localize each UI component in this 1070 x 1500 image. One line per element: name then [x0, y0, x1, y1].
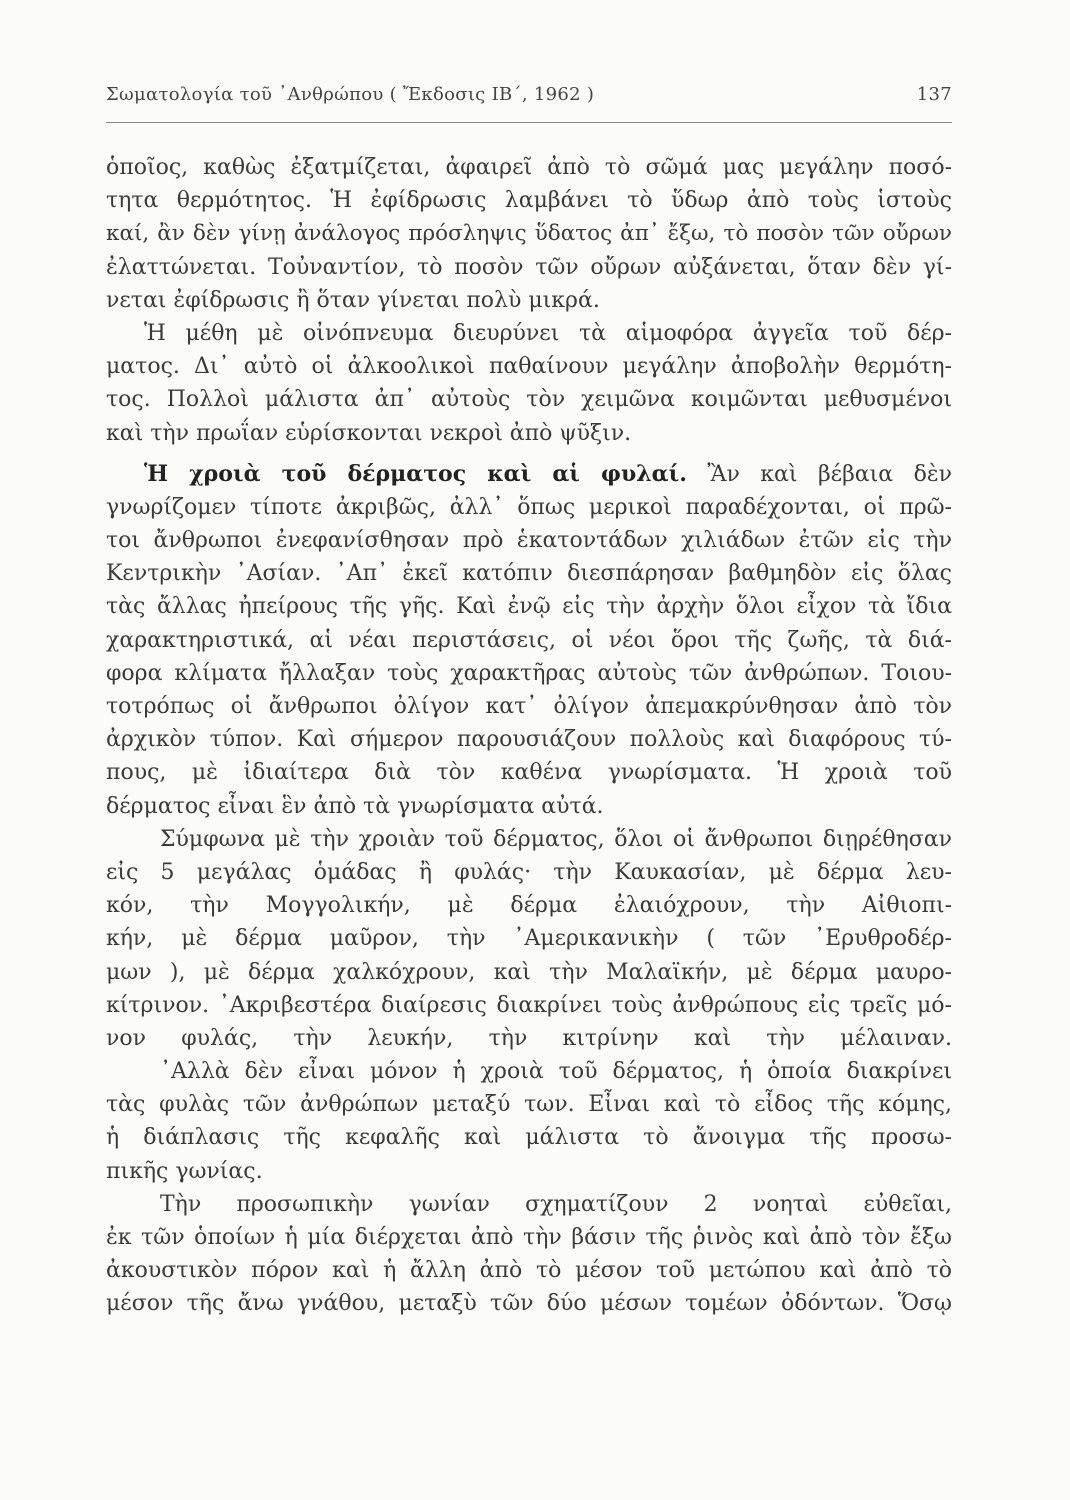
header-rule	[106, 122, 952, 123]
text-line: τοι ἄνθρωποι ἐνεφανίσθησαν πρὸ ἑκατοντάδων χιλιάδων ἐτῶν εἰς τὴν	[106, 528, 952, 554]
text-line: Σύμφωνα μὲ τὴν χροιὰν τοῦ δέρματος, ὅλοι οἱ ἄνθρωποι διῃρέθησαν	[160, 826, 952, 852]
text-line: μέσον τῆς ἄνω γνάθου, μεταξὺ τῶν δύο μέσων τομέων ὀδόντων. Ὅσῳ	[106, 1291, 952, 1317]
page-body	[106, 151, 952, 1321]
section-first-text: Ἂν καὶ βέβαια δὲν	[707, 461, 952, 487]
running-header	[106, 84, 952, 116]
text-line: τὰς φυλὰς τῶν ἀνθρώπων μεταξύ των. Εἶναι καὶ τὸ εἶδος τῆς κόμης,	[106, 1092, 952, 1118]
text-line: πους, μὲ ἰδιαίτερα διὰ τὸν καθένα γνωρίσματα. Ἡ χροιὰ τοῦ	[106, 760, 952, 786]
text-line: μων ), μὲ δέρμα χαλκόχρουν, καὶ τὴν Μαλαϊκήν, μὲ δέρμα μαυρο-	[106, 959, 952, 985]
text-line: Ἡ μέθη μὲ οἰνόπνευμα διευρύνει τὰ αἱμοφόρα ἀγγεῖα τοῦ δέρ-	[144, 320, 952, 346]
text-line: πικῆς γωνίας.	[106, 1158, 263, 1184]
text-line: τος. Πολλοὶ μάλιστα ἀπ᾽ αὐτοὺς τὸν χειμῶνα κοιμῶνται μεθυσμένοι	[106, 387, 952, 413]
text-line: τητα θερμότητος. Ἡ ἐφίδρωσις λαμβάνει τὸ ὕδωρ ἀπὸ τοὺς ἱστοὺς	[106, 188, 952, 214]
header-title: Σωματολογία τοῦ ᾽Ανθρώπου ( Ἔκδοσις ΙΒ΄, 1962 )	[106, 84, 595, 105]
text-line: ἡ διάπλασις τῆς κεφαλῆς καὶ μάλιστα τὸ ἄνοιγμα τῆς προσω-	[106, 1125, 952, 1151]
text-line: νον φυλάς, τὴν λευκήν, τὴν κιτρίνην καὶ τὴν μέλαιναν.	[106, 1025, 952, 1051]
text-line: Κεντρικὴν ᾽Ασίαν. ᾽Απ᾽ ἐκεῖ κατόπιν διεσπάρησαν βαθμηδὸν εἰς ὅλας	[106, 561, 952, 587]
text-line: ᾽Αλλὰ δὲν εἶναι μόνον ἡ χροιὰ τοῦ δέρματος, ἡ ὁποία διακρίνει	[160, 1059, 952, 1085]
page-number: 137	[916, 84, 952, 105]
text-line: Τὴν προσωπικὴν γωνίαν σχηματίζουν 2 νοηταὶ εὐθεῖαι,	[160, 1191, 952, 1217]
text-line: καί, ἂν δὲν γίνῃ ἀνάλογος πρόσληψις ὕδατος ἀπ᾽ ἔξω, τὸ ποσὸν τῶν οὔρων	[106, 221, 952, 247]
text-line: γνωρίζομεν τίποτε ἀκριβῶς, ἀλλ᾽ ὅπως μερικοὶ παραδέχονται, οἱ πρῶ-	[106, 494, 952, 520]
text-line: ὁποῖος, καθὼς ἐξατμίζεται, ἀφαιρεῖ ἀπὸ τὸ σῶμά μας μεγάλην ποσό-	[106, 155, 952, 180]
text-line: ματος. Δι᾽ αὐτὸ οἱ ἀλκοολικοὶ παθαίνουν μεγάλην ἀποβολὴν θερμότη-	[106, 354, 952, 380]
text-line: ἐλαττώνεται. Τοὐναντίον, τὸ ποσὸν τῶν οὔρων αὐξάνεται, ὅταν δὲν γί-	[106, 254, 952, 280]
text-line: ἀρχικὸν τύπον. Καὶ σήμερον παρουσιάζουν πολλοὺς καὶ διαφόρους τύ-	[106, 727, 952, 753]
section-heading: Ἡ χροιὰ τοῦ δέρματος καὶ αἱ φυλαί.	[144, 460, 687, 487]
text-line: χαρακτηριστικά, αἱ νέαι περιστάσεις, οἱ νέοι ὅροι τῆς ζωῆς, τὰ διά-	[106, 627, 952, 653]
text-line: φορα κλίματα ἤλλαξαν τοὺς χαρακτῆρας αὐτοὺς τῶν ἀνθρώπων. Τοιου-	[106, 660, 952, 686]
text-line: ἐκ τῶν ὁποίων ἡ μία διέρχεται ἀπὸ τὴν βάσιν τῆς ῥινὸς καὶ ἀπὸ τὸν ἔξω	[106, 1225, 952, 1250]
text-line: δέρματος εἶναι ἓν ἀπὸ τὰ γνωρίσματα αὐτά.	[106, 793, 604, 819]
section-heading-line	[106, 458, 952, 491]
text-line: εἰς 5 μεγάλας ὁμάδας ἢ φυλάς· τὴν Καυκασίαν, μὲ δέρμα λευ-	[106, 859, 952, 885]
text-line: νεται ἐφίδρωσις ἢ ὅταν γίνεται πολὺ μικρά.	[106, 287, 600, 313]
text-line: κήν, μὲ δέρμα μαῦρον, τὴν ᾽Αμερικανικὴν ( τῶν ᾽Ερυθροδέρ-	[106, 926, 952, 952]
text-line: καὶ τὴν πρωΐαν εὑρίσκονται νεκροὶ ἀπὸ ψῦξιν.	[106, 420, 632, 446]
text-line: ἀκουστικὸν πόρον καὶ ἡ ἄλλη ἀπὸ τὸ μέσον τοῦ μετώπου καὶ ἀπὸ τὸ	[106, 1258, 952, 1284]
text-line: κίτρινον. ᾽Ακριβεστέρα διαίρεσις διακρίνει τοὺς ἀνθρώπους εἰς τρεῖς μό-	[106, 992, 952, 1018]
text-line: τοτρόπως οἱ ἄνθρωποι ὀλίγον κατ᾽ ὀλίγον ἀπεμακρύνθησαν ἀπὸ τὸν	[106, 694, 952, 719]
text-line: τὰς ἄλλας ἠπείρους τῆς γῆς. Καὶ ἐνῷ εἰς τὴν ἀρχὴν ὅλοι εἶχον τὰ ἴδια	[106, 594, 952, 620]
text-line: κόν, τὴν Μογγολικήν, μὲ δέρμα ἐλαιόχρουν, τὴν Αἰθιοπι-	[106, 893, 952, 919]
